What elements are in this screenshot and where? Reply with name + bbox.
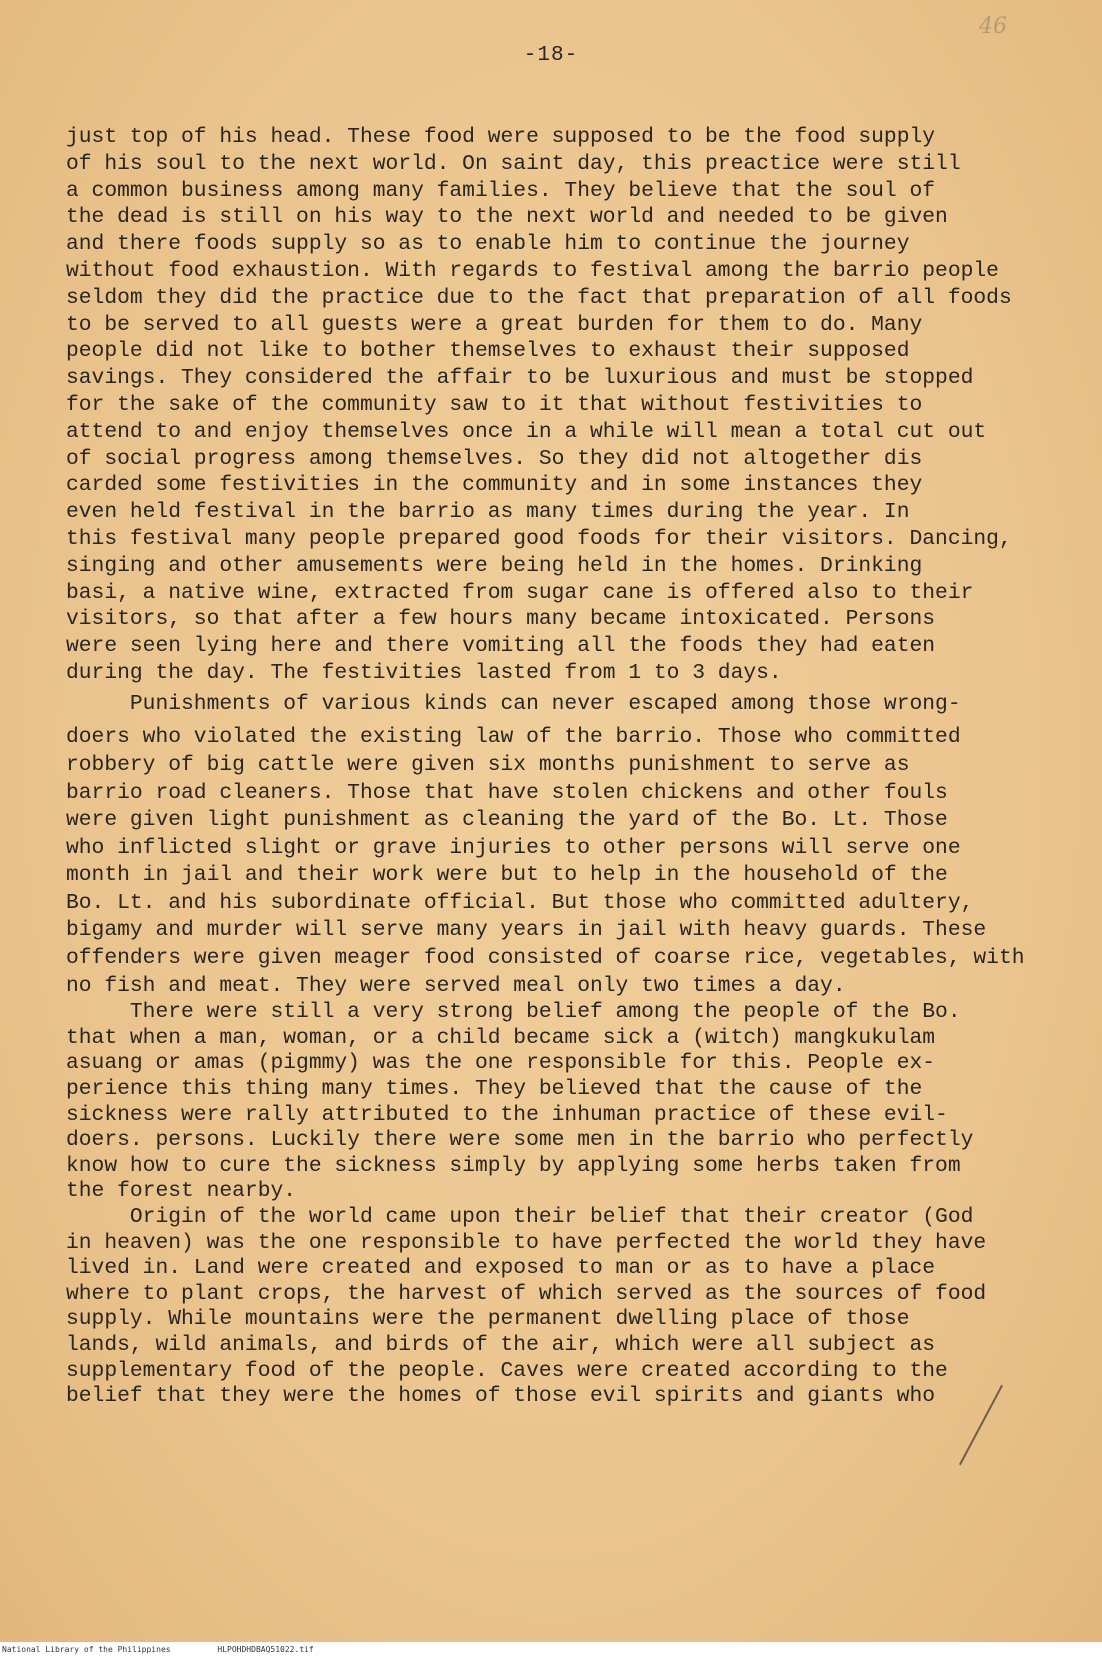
text-line: who inflicted slight or grave injuries to other persons will serve one [66,835,961,860]
text-line: carded some festivities in the community and in some instances they [66,473,923,498]
text-line: barrio road cleaners. Those that have stolen chickens and other fouls [66,780,948,805]
text-line: basi, a native wine, extracted from sugar cane is offered also to their [66,580,974,605]
text-line: the forest nearby. [66,1179,297,1204]
text-line: of social progress among themselves. So they did not altogether dis [66,446,923,471]
text-line: a common business among many families. They believe that the soul of [66,178,936,203]
text-line: lived in. Land were created and exposed to man or as to have a place [66,1256,936,1281]
text-line: supplementary food of the people. Caves were created according to the [66,1358,948,1383]
text-line: asuang or amas (pigmmy) was the one responsible for this. People ex- [66,1051,936,1076]
text-line: singing and other amusements were being held in the homes. Drinking [66,553,923,578]
handwritten-page-mark: 46 [979,14,1007,39]
text-line: visitors, so that after a few hours many became intoxicated. Persons [66,607,936,632]
footer-library: National Library of the Philippines [2,1645,171,1654]
text-line: robbery of big cattle were given six months punishment to serve as [66,752,910,777]
text-line: doers who violated the existing law of the barrio. Those who committed [66,725,961,750]
text-line: month in jail and their work were but to help in the household of the [66,863,948,888]
text-line: Bo. Lt. and his subordinate official. But those who committed adultery, [66,890,974,915]
text-line: bigamy and murder will serve many years in jail with heavy guards. These [66,918,987,943]
page-number: -18- [523,44,579,67]
text-line: in heaven) was the one responsible to have perfected the world they have [66,1230,987,1255]
text-line: seldom they did the practice due to the fact that preparation of all foods [66,285,1012,310]
text-line: doers. persons. Luckily there were some men in the barrio who perfectly [66,1128,974,1153]
text-line: Origin of the world came upon their belief that their creator (God [66,1205,974,1230]
text-line: for the sake of the community saw to it that without festivities to [66,392,923,417]
text-line: belief that they were the homes of those evil spirits and giants who [66,1384,936,1409]
text-line: no fish and meat. They were served meal only two times a day. [66,973,846,998]
text-line: the dead is still on his way to the next world and needed to be given [66,205,948,230]
text-line: and there foods supply so as to enable him to continue the journey [66,232,910,257]
paragraph-origin-of-world [66,1205,1056,1410]
body-text [66,124,1056,1410]
text-line: know how to cure the sickness simply by applying some herbs taken from [66,1153,961,1178]
text-line: offenders were given meager food consisted of coarse rice, vegetables, with [66,946,1025,971]
text-line: where to plant crops, the harvest of which served as the sources of food [66,1281,987,1306]
text-line: people did not like to bother themselves to exhaust their supposed [66,339,910,364]
footer-filename: HLPOHDHDBAQ51022.tif [217,1645,314,1654]
text-line: attend to and enjoy themselves once in a while will mean a total cut out [66,419,987,444]
scan-footer [0,1642,1102,1658]
text-line: Punishments of various kinds can never escaped among those wrong- [66,691,961,716]
text-line: that when a man, woman, or a child became sick a (witch) mangkukulam [66,1025,936,1050]
paragraph-beliefs-sickness [66,1000,1056,1205]
text-line: during the day. The festivities lasted from 1 to 3 days. [66,660,782,685]
text-line: lands, wild animals, and birds of the air, which were all subject as [66,1332,936,1357]
text-line: sickness were rally attributed to the inhuman practice of these evil- [66,1102,948,1127]
text-line: to be served to all guests were a great burden for them to do. Many [66,312,923,337]
text-line: were seen lying here and there vomiting all the foods they had eaten [66,634,936,659]
text-line: There were still a very strong belief among the people of the Bo. [66,1000,961,1025]
text-line: just top of his head. These food were supposed to be the food supply [66,125,936,149]
paragraph-punishments [66,691,1056,1001]
text-line: perience this thing many times. They believed that the cause of the [66,1077,923,1102]
text-line: of his soul to the next world. On saint day, this preactice were still [66,151,961,176]
text-line: even held festival in the barrio as many times during the year. In [66,500,910,525]
text-line: savings. They considered the affair to be luxurious and must be stopped [66,366,974,391]
text-line: this festival many people prepared good foods for their visitors. Dancing, [66,526,1012,551]
text-line: without food exhaustion. With regards to festival among the barrio people [66,258,999,283]
text-line: supply. While mountains were the permanent dwelling place of those [66,1307,910,1332]
text-line: were given light punishment as cleaning the yard of the Bo. Lt. Those [66,808,948,833]
paragraph-food-and-festivals [66,124,1056,687]
